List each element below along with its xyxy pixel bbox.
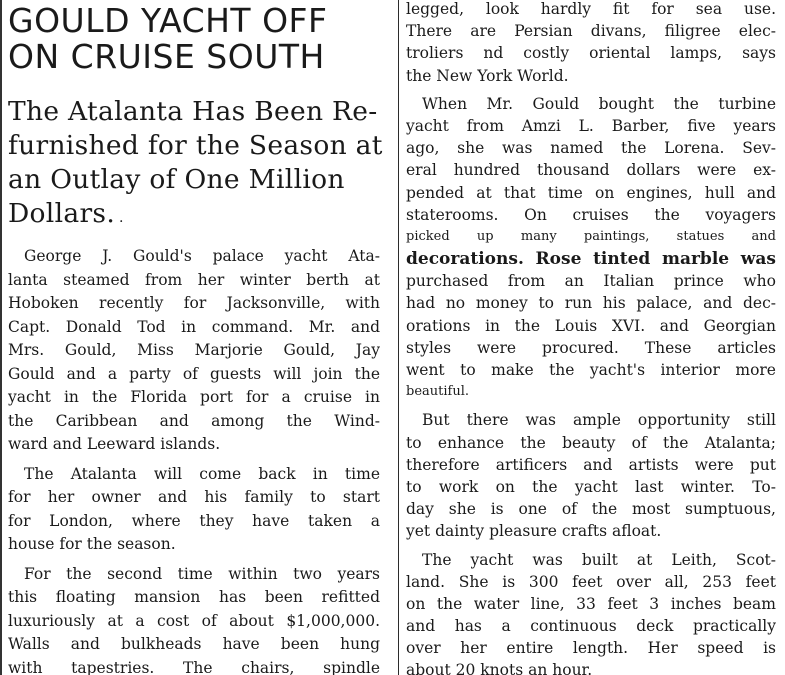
subheadline-last: Dollars.	[8, 198, 116, 229]
text-line: about 20 knots an hour.	[406, 661, 593, 675]
text-line: therefore artificers and artists were put	[406, 455, 776, 474]
text-line: troliers nd costly oriental lamps, says	[406, 44, 776, 63]
text-line: yet dainty pleasure crafts afloat.	[406, 522, 662, 541]
text-line: purchased from an Italian prince who	[406, 272, 776, 291]
text-line: Walls and bulkheads have been hung	[8, 635, 380, 653]
text-line: There are Persian divans, filigree elec-	[406, 22, 776, 41]
text-line: yacht in the Florida port for a cruise in	[8, 388, 380, 406]
text-line: decorations. Rose tinted marble was	[406, 249, 776, 270]
paragraph-6	[406, 409, 776, 542]
text-line: on the water line, 33 feet 3 inches beam	[406, 594, 776, 613]
paragraph-4	[406, 0, 776, 87]
text-line: When Mr. Gould bought the turbine	[422, 94, 776, 113]
text-line: The Atalanta will come back in time	[24, 464, 380, 483]
text-line: styles were procured. These articles	[406, 338, 776, 357]
headline-line: GOULD YACHT OFF	[8, 1, 328, 40]
subheadline-line: an Outlay of One Million	[8, 164, 345, 195]
text-line: house for the season.	[8, 535, 176, 553]
text-line: Hoboken recently for Jacksonville, with	[8, 294, 380, 312]
text-line: to work on the yacht last winter. To-	[406, 477, 776, 496]
text-line: ago, she was named the Lorena. Sev-	[406, 139, 776, 158]
subheadline-line	[8, 197, 390, 231]
text-line: for her owner and his family to start	[8, 488, 380, 506]
subheadline-line: The Atalanta Has Been Re-	[8, 96, 378, 127]
right-column	[406, 0, 781, 675]
text-line: luxuriously at a cost of about $1,000,000.	[8, 611, 380, 630]
text-line: legged, look hardly fit for sea use.	[406, 0, 776, 18]
headline-line: ON CRUISE SOUTH	[8, 37, 325, 76]
text-line: over her entire length. Her speed is	[406, 639, 776, 658]
text-line: the Caribbean and among the Wind-	[8, 411, 380, 430]
text-line: ward and Leeward islands.	[8, 435, 221, 453]
text-line: For the second time within two years	[24, 564, 380, 583]
text-line: to enhance the beauty of the Atalanta;	[406, 433, 776, 452]
text-line: had no money to run his palace, and dec-	[406, 294, 776, 313]
headline	[8, 3, 390, 75]
text-line: the New York World.	[406, 66, 569, 85]
paragraph-1	[8, 245, 380, 457]
column-divider	[398, 0, 399, 675]
paragraph-3	[8, 563, 380, 675]
text-line: for London, where they have taken a	[8, 511, 380, 530]
text-line: Capt. Donald Tod in command. Mr. and	[8, 317, 380, 336]
paragraph-5	[406, 93, 776, 404]
text-line: pended at that time on engines, hull and	[406, 183, 776, 202]
period-mark: .	[119, 210, 124, 226]
text-line: with tapestries. The chairs, spindle	[8, 658, 380, 675]
left-column	[0, 0, 390, 675]
subheadline-line: furnished for the Season at	[8, 130, 383, 161]
text-line: George J. Gould's palace yacht Ata-	[24, 247, 380, 265]
text-line: and has a continuous deck practically	[406, 617, 776, 636]
text-line: Gould and a party of guests will join the	[8, 364, 380, 383]
text-line: Mrs. Gould, Miss Marjorie Gould, Jay	[8, 341, 380, 359]
text-line: yacht from Amzi L. Barber, five years	[406, 116, 776, 135]
text-line: land. She is 300 feet over all, 253 feet	[406, 572, 776, 591]
paragraph-2	[8, 463, 380, 557]
text-line: beautiful.	[406, 384, 469, 400]
text-line: went to make the yacht's interior more	[406, 361, 776, 379]
text-line: eral hundred thousand dollars were ex-	[406, 161, 776, 180]
text-line: But there was ample opportunity still	[422, 411, 776, 430]
text-line: picked up many paintings, statues and	[406, 228, 776, 244]
text-line: lanta steamed from her winter berth at	[8, 270, 380, 289]
text-line: The yacht was built at Leith, Scot-	[422, 550, 776, 569]
text-line: day she is one of the most sumptuous,	[406, 500, 776, 519]
text-line: this floating mansion has been refitted	[8, 588, 380, 606]
paragraph-7	[406, 549, 776, 675]
text-line: staterooms. On cruises the voyagers	[406, 205, 776, 224]
text-line: orations in the Louis XVI. and Georgian	[406, 316, 776, 335]
subheadline	[8, 95, 390, 231]
